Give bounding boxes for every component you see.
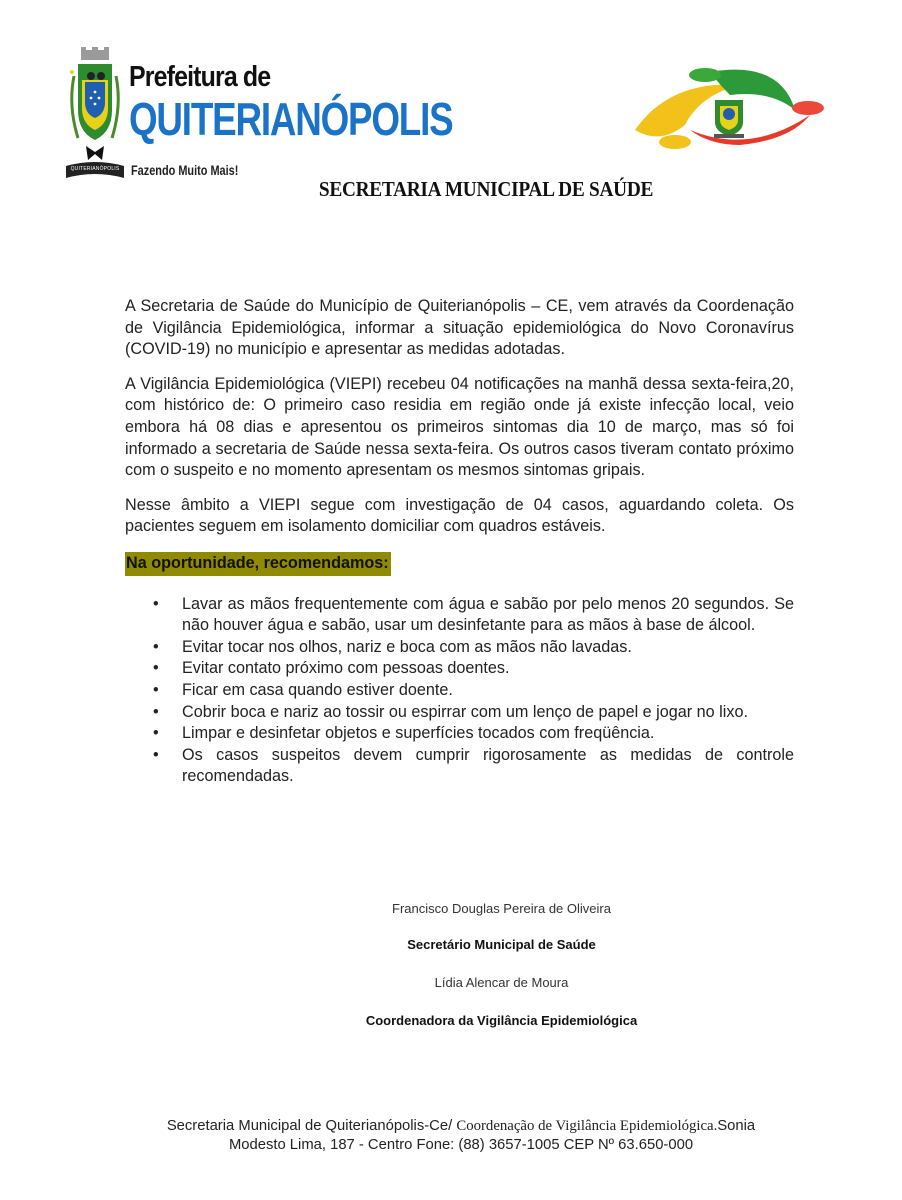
list-item [125, 680, 794, 702]
footer-secretaria: Secretaria Municipal de Quiterianópolis-Ce/ [166, 1118, 457, 1134]
list-item [125, 723, 794, 745]
brand-line-2: QUITERIANÓPOLIS [129, 93, 453, 145]
list-item-text: Os casos suspeitos devem cumprir rigorosamente as medidas de controle recomendadas. [182, 745, 794, 786]
bullet-icon: • [153, 637, 159, 656]
footer-address [0, 1117, 902, 1155]
logo-red-swoosh [690, 115, 810, 145]
list-item [125, 658, 794, 680]
brand-line-1: Prefeitura de [129, 61, 271, 93]
list-item-text: Limpar e desinfetar objetos e superfícies tocados com freqüência. [182, 724, 655, 743]
list-item-text: Evitar contato próximo com pessoas doentes. [182, 659, 510, 678]
list-item-text: Lavar as mãos frequentemente com água e sabão por pelo menos 20 segundos. Se não houver água e sabão, usar um desinfetante para as mãos à base de álcool. [182, 594, 794, 635]
health-department-logo [630, 60, 830, 155]
bullet-icon: • [153, 745, 159, 764]
department-title: SECRETARIA MUNICIPAL DE SAÚDE [318, 177, 654, 201]
crest-ribbon-text: QUITERIANÓPOLIS [70, 166, 120, 172]
footer-street-start: Sonia [717, 1118, 756, 1134]
logo-center-crest [714, 100, 744, 138]
footer-line-2: Modesto Lima, 187 - Centro Fone: (88) 3657-1005 CEP Nº 63.650-000 [228, 1137, 694, 1153]
list-item-text: Ficar em casa quando estiver doente. [182, 680, 453, 699]
list-item [125, 745, 794, 788]
recommendations-list [125, 594, 794, 788]
list-item [125, 702, 794, 724]
list-item-text: Cobrir boca e nariz ao tossir ou espirrar com um lenço de papel e jogar no lixo. [182, 702, 748, 721]
signatory-role-2: Coordenadora da Vigilância Epidemiológica [365, 1013, 638, 1028]
bullet-icon: • [153, 680, 159, 699]
signatory-name-1: Francisco Douglas Pereira de Oliveira [392, 901, 611, 916]
bullet-icon: • [153, 702, 159, 721]
paragraph-investigation: Nesse âmbito a VIEPI segue com investigação de 04 casos, aguardando coleta. Os pacientes seguem em isolamento domiciliar com quadros estáveis. [125, 495, 794, 536]
slogan: Fazendo Muito Mais! [131, 162, 239, 178]
footer-line-1 [0, 1117, 902, 1136]
brand-wordmark [129, 61, 533, 145]
bullet-icon: • [153, 594, 159, 613]
list-item [125, 637, 794, 659]
signatory-name-2: Lídia Alencar de Moura [434, 975, 569, 990]
bullet-icon: • [153, 659, 159, 678]
recommendation-heading: Na oportunidade, recomendamos: [125, 552, 391, 576]
crest-bow [86, 146, 104, 160]
document-body [125, 296, 794, 788]
list-item-text: Evitar tocar nos olhos, nariz e boca com as mãos não lavadas. [182, 637, 632, 656]
bullet-icon: • [153, 724, 159, 743]
paragraph-intro: A Secretaria de Saúde do Município de Quiterianópolis – CE, vem através da Coordenação de Vigilância Epidemiológica, informar a situação epidemiológica do Novo Coronavírus (COVID-19) no município e apresentar as medidas adotadas. [125, 297, 794, 359]
signatory-role-1: Secretário Municipal de Saúde [407, 937, 596, 952]
paragraph-notifications: A Vigilância Epidemiológica (VIEPI) recebeu 04 notificações na manhã dessa sexta-feira,20, com histórico de: O primeiro caso residia em região onde já existe infecção local, veio embora há 08 dias e apresentou os primeiros sintomas dia 10 de março, mas só foi informado a secretaria de Saúde nessa sexta-feira. Os outros casos tiveram contato próximo com o suspeito e no momento apresentam os mesmos sintomas gripais. [125, 374, 794, 480]
footer-coordenacao: Coordenação de Vigilância Epidemiológica. [456, 1118, 718, 1134]
list-item [125, 594, 794, 637]
